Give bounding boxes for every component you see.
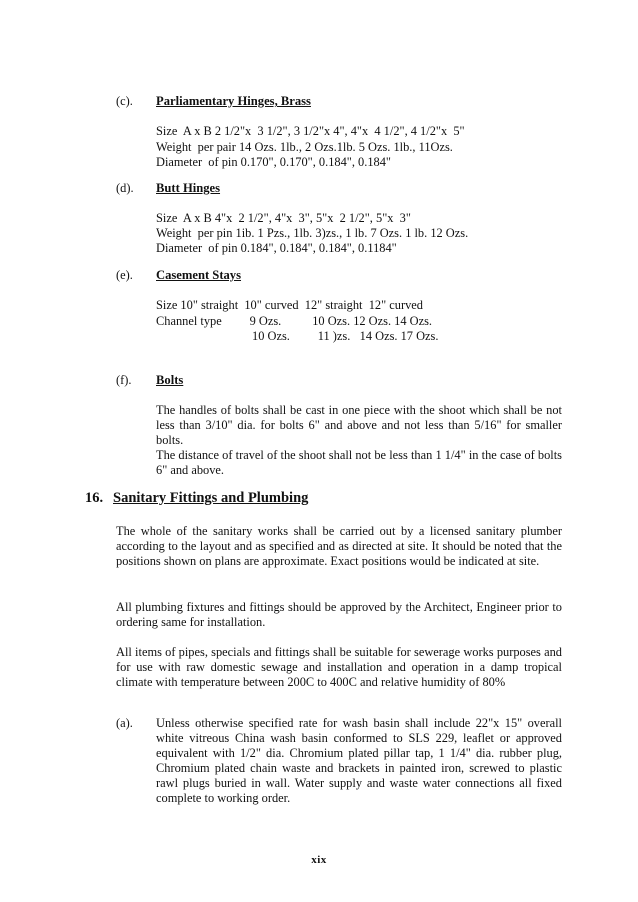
section-paragraph-2: All plumbing fixtures and fittings should be approved by the Architect, Engineer prior to ordering same for installation. — [116, 600, 562, 629]
item-f-paragraph-1: The handles of bolts shall be cast in one piece with the shoot which shall be not less than 3/10" dia. for bolts 6" and above and not less than 5/16" for smaller bolts. — [156, 403, 562, 447]
item-c-heading: Parliamentary Hinges, Brass — [156, 94, 311, 108]
item-c-line-1: Size A x B 2 1/2"x 3 1/2", 3 1/2"x 4", 4"x 4 1/2", 4 1/2"x 5" — [156, 124, 465, 138]
item-e-heading: Casement Stays — [156, 268, 242, 282]
section-title: Sanitary Fittings and Plumbing — [113, 490, 309, 506]
item-c-line-2: Weight per pair 14 Ozs. 1lb., 2 Ozs.1lb. 5 Ozs. 1lb., 11Ozs. — [156, 140, 453, 154]
item-d-line-1: Size A x B 4"x 2 1/2", 4"x 3", 5"x 2 1/2", 5"x 3" — [156, 211, 411, 225]
item-c-label: (c). — [116, 94, 133, 108]
sub-item-a-text: Unless otherwise specified rate for wash basin shall include 22"x 15" overall white vitreous China wash basin conformed to SLS 229, leaflet or approved equivalent with 1/2" dia. Chromium plated pillar tap, 1 1/4" dia. rubber plug, Chromium plated chain waste and brackets in painted iron, screwed to plastic rawl plugs buried in wall. Water supply and waste water connections all fixed complete to working order. — [156, 716, 562, 805]
item-f-label: (f). — [116, 373, 132, 387]
page-number: xix — [311, 854, 327, 866]
sub-item-a-label: (a). — [116, 716, 133, 730]
section-number: 16. — [85, 490, 104, 506]
item-e-label: (e). — [116, 268, 133, 282]
item-d-line-2: Weight per pin 1ib. 1 Pzs., 1lb. 3)zs., 1 lb. 7 Ozs. 1 lb. 12 Ozs. — [156, 226, 469, 240]
item-e-line-2: Channel type 9 Ozs. 10 Ozs. 12 Ozs. 14 Ozs. — [156, 314, 433, 328]
item-c-line-3: Diameter of pin 0.170", 0.170", 0.184", 0.184" — [156, 155, 391, 169]
item-e-line-1: Size 10" straight 10" curved 12" straight 12" curved — [156, 298, 423, 312]
item-d-label: (d). — [116, 181, 134, 195]
item-f-heading: Bolts — [156, 373, 184, 387]
section-paragraph-1: The whole of the sanitary works shall be carried out by a licensed sanitary plumber according to the layout and as specified and as directed at site. It should be noted that the positions shown on plans are approximate. Exact positions would be indicated at site. — [116, 524, 562, 568]
section-paragraph-3: All items of pipes, specials and fittings shall be suitable for sewerage works purposes and for use with raw domestic sewage and installation and operation in a damp tropical climate with temperature between 200C to 400C and relative humidity of 80% — [116, 645, 562, 689]
item-e-line-3: 10 Ozs. 11 )zs. 14 Ozs. 17 Ozs. — [156, 329, 439, 343]
item-d-line-3: Diameter of pin 0.184", 0.184", 0.184", 0.1184" — [156, 241, 397, 255]
item-f-paragraph-2: The distance of travel of the shoot shall not be less than 1 1/4" in the case of bolts 6" and above. — [156, 448, 562, 477]
item-d-heading: Butt Hinges — [156, 181, 221, 195]
